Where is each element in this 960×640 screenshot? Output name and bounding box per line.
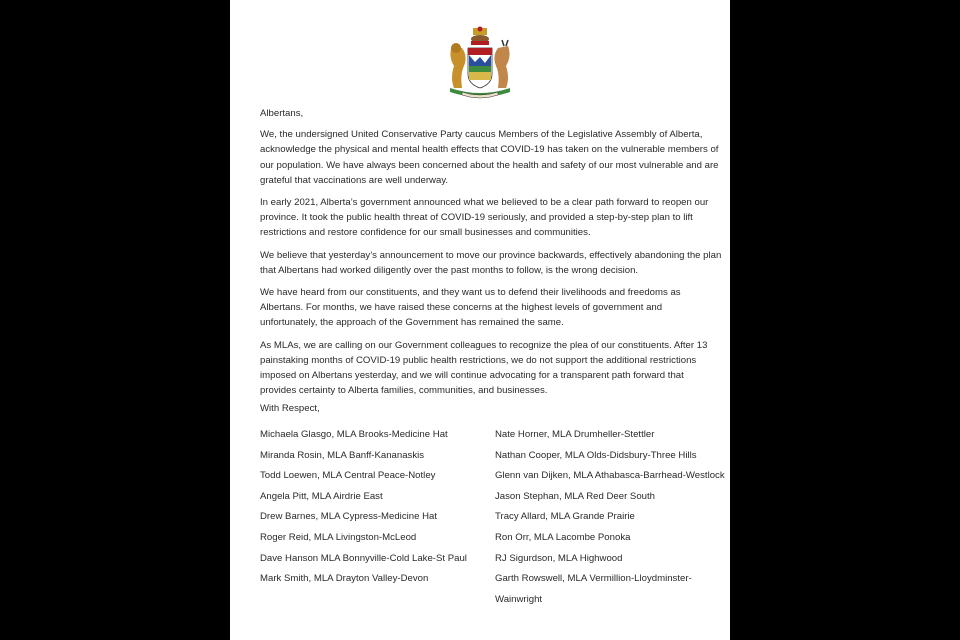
signatory: Mark Smith, MLA Drayton Valley-Devon bbox=[260, 573, 429, 585]
signatory: Wainwright bbox=[495, 593, 543, 605]
signatory: RJ Sigurdson, MLA Highwood bbox=[495, 552, 623, 564]
paragraph-3: We believe that yesterday’s announcement to move our province backwards, effectively abandoning the plan that Albertans had worked diligently over the past months to follow, is the wrong decision. bbox=[260, 249, 722, 276]
letter-page bbox=[230, 0, 730, 640]
signatory: Roger Reid, MLA Livingston-McLeod bbox=[260, 531, 417, 543]
signatory: Michaela Glasgo, MLA Brooks-Medicine Hat bbox=[260, 429, 448, 440]
signatory: Jason Stephan, MLA Red Deer South bbox=[495, 490, 655, 502]
signatory: Garth Rowswell, MLA Vermillion-Lloydminster- bbox=[495, 573, 692, 585]
signatories-right bbox=[495, 425, 725, 610]
paragraph-1: We, the undersigned United Conservative Party caucus Members of the Legislative Assembly of Alberta, acknowledge the physical and mental health effects that COVID-19 has taken on the vulnerable members of our population. We have always been concerned about the health and safety of our most vulnerable and are grateful that vaccinations are well underway. bbox=[260, 129, 719, 186]
signatory: Dave Hanson MLA Bonnyville-Cold Lake-St Paul bbox=[260, 552, 467, 564]
signatory: Ron Orr, MLA Lacombe Ponoka bbox=[495, 531, 631, 543]
paragraph-2: In early 2021, Alberta’s government announced what we believed to be a clear path forward to reopen our province. It took the public health threat of COVID-19 seriously, and provided a step-by-step plan to lift restrictions and restore confidence for our small businesses and communities. bbox=[260, 197, 709, 239]
salutation: Albertans, bbox=[260, 108, 304, 119]
signatory: Drew Barnes, MLA Cypress-Medicine Hat bbox=[260, 511, 438, 523]
signatory: Nathan Cooper, MLA Olds-Didsbury-Three Hills bbox=[495, 449, 697, 461]
paragraph-5: As MLAs, we are calling on our Government colleagues to recognize the plea of our constituents. After 13 painstaking months of COVID-19 public health restrictions, we do not support the additional restrictions imposed on Albertans yesterday, and we will continue advocating for a transparent path forward that provides certainty to Alberta families, communities, and businesses. bbox=[260, 339, 708, 397]
signatory: Tracy Allard, MLA Grande Prairie bbox=[495, 511, 635, 523]
closing: With Respect, bbox=[260, 403, 320, 414]
signatories-left bbox=[260, 425, 467, 590]
signatory: Angela Pitt, MLA Airdrie East bbox=[260, 490, 383, 502]
paragraph-4: We have heard from our constituents, and they want us to defend their livelihoods and freedoms as Albertans. For months, we have raised these concerns at the highest levels of government and unfortunately, the approach of the Government has remained the same. bbox=[260, 287, 681, 329]
signatory: Miranda Rosin, MLA Banff-Kananaskis bbox=[260, 449, 425, 461]
alberta-coat-of-arms-icon bbox=[444, 26, 516, 102]
signatory: Glenn van Dijken, MLA Athabasca-Barrhead-Westlock bbox=[495, 470, 725, 482]
letter-body bbox=[260, 106, 722, 405]
signatory: Nate Horner, MLA Drumheller-Stettler bbox=[495, 429, 655, 440]
signatory: Todd Loewen, MLA Central Peace-Notley bbox=[260, 470, 436, 482]
